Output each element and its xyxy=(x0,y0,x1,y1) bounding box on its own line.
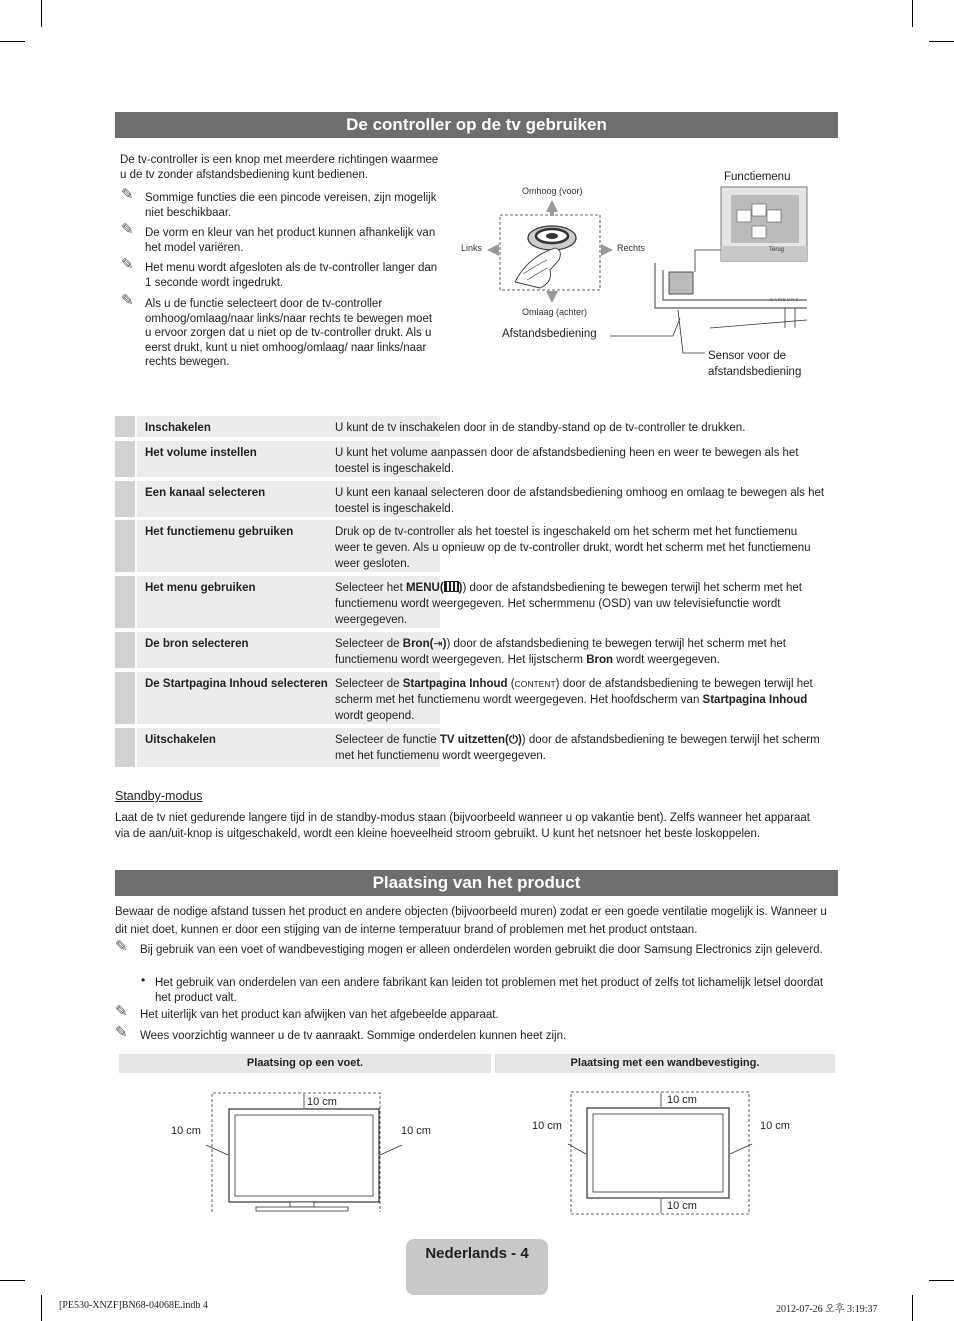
row-label: De bron selecteren xyxy=(145,638,249,650)
power-icon: ⏻ xyxy=(508,734,518,746)
row-label: Het menu gebruiken xyxy=(145,582,256,594)
standby-title: Standby-modus xyxy=(115,789,203,803)
page-number-tab xyxy=(406,1239,548,1295)
row-desc: Selecteer het MENU( )) door de afstandsbediening te bewegen terwijl het scherm met het functiemenu wordt weergegeven. Het schermmenu (OSD) van uw televisiefunctie wordt weergegeven. xyxy=(335,582,802,626)
crop-mark xyxy=(0,1280,25,1281)
note-pen-icon: ✎ xyxy=(115,1023,128,1041)
crop-mark xyxy=(912,1295,913,1321)
row-label: De Startpagina Inhoud selecteren xyxy=(145,678,328,690)
row-desc: Selecteer de functie TV uitzetten(⏻)) door de afstandsbediening te bewegen terwijl het scherm met het functiemenu wordt weergegeven. xyxy=(335,734,820,762)
distance-left: 10 cm xyxy=(532,1120,562,1132)
label-back: Terug xyxy=(769,247,785,253)
samsung-logo: SAMSUNG xyxy=(770,297,800,302)
table-row xyxy=(115,672,838,724)
label-right: Rechts xyxy=(617,243,646,253)
row-label: Een kanaal selecteren xyxy=(145,487,266,499)
crop-mark xyxy=(912,0,913,27)
row-desc: Selecteer de Bron(⇥)) door de afstandsbediening te bewegen terwijl het scherm met het functiemenu wordt weergegeven. Het lijstscherm Bron wordt weergegeven. xyxy=(335,638,786,666)
intro-text: De tv-controller is een knop met meerdere richtingen waarmee u de tv zonder afstandsbediening kunt bedienen. xyxy=(120,154,439,181)
label-function-menu: Functiemenu xyxy=(724,171,791,183)
source-icon: ⇥ xyxy=(433,638,443,650)
row-desc: U kunt de tv inschakelen door in de standby-stand op de tv-controller te drukken. xyxy=(335,422,746,434)
placement-text: Bewaar de nodige afstand tussen het product en andere objecten (bijvoorbeeld muren) zodat er een goede ventilatie mogelijk is. Wanneer u dit niet doet, kunnen er door een stijging van de interne temperatuur brand of problemen met het product ontstaan. xyxy=(115,906,827,936)
bullet-icon: • xyxy=(141,973,146,987)
stand-placement-diagram xyxy=(170,1090,430,1215)
section-title-controller: De controller op de tv gebruiken xyxy=(115,112,838,138)
placement-header-wall: Plaatsing met een wandbevestiging. xyxy=(495,1054,835,1073)
table-row xyxy=(115,576,838,628)
note-1: Sommige functies die een pincode vereisen, zijn mogelijk niet beschikbaar. xyxy=(145,192,437,219)
note-3: Het menu wordt afgesloten als de tv-controller langer dan 1 seconde wordt ingedrukt. xyxy=(145,262,438,289)
crop-mark xyxy=(929,1280,954,1281)
label-sensor xyxy=(708,348,801,380)
placement-header-stand: Plaatsing op een voet. xyxy=(119,1054,491,1073)
crop-mark xyxy=(929,41,954,42)
note-pen-icon: ✎ xyxy=(115,937,128,955)
note-4: Als u de functie selecteert door de tv-controller omhoog/omlaag/naar links/naar rechts te bewegen moet u ervoor zorgen dat u niet op de tv-controller drukt. Als u eerst drukt, kunt u niet omhoog/omlaag/ naar links/naar rechts bewegen. xyxy=(145,298,433,368)
page-number: Nederlands - 4 xyxy=(425,1245,529,1262)
row-desc: Druk op de tv-controller als het toestel is ingeschakeld om het scherm met het functiemenu weer te geven. Als u opnieuw op de tv-controller drukt, wordt het scherm met het functiemenu weer gesloten. xyxy=(335,526,811,570)
row-desc: Selecteer de Startpagina Inhoud (CONTENT) door de afstandsbediening te bewegen terwijl het scherm met het functiemenu wordt weergegeven. Het hoofdscherm van Startpagina Inhoud wordt geopend. xyxy=(335,678,813,722)
distance-top: 10 cm xyxy=(667,1094,697,1106)
crop-mark xyxy=(0,41,25,42)
row-label: Uitschakelen xyxy=(145,734,216,746)
note-pen-icon: ✎ xyxy=(121,220,134,238)
table-row xyxy=(115,441,838,477)
label-sensor-line1: Sensor voor de xyxy=(708,350,786,362)
footer-file: [PE530-XNZF]BN68-04068E.indb 4 xyxy=(59,1300,208,1311)
table-row xyxy=(115,416,838,437)
row-label: Het volume instellen xyxy=(145,447,257,459)
distance-left: 10 cm xyxy=(171,1125,201,1137)
placement-note-3: Wees voorzichtig wanneer u de tv aanraakt. Sommige onderdelen kunnen heet zijn. xyxy=(140,1030,567,1042)
content-icon: CONTENT xyxy=(514,679,556,689)
placement-note-2: Het uiterlijk van het product kan afwijken van het afgebeelde apparaat. xyxy=(140,1009,499,1021)
label-up: Omhoog (voor) xyxy=(522,186,583,196)
label-remote: Afstandsbediening xyxy=(502,328,597,340)
row-label: Inschakelen xyxy=(145,422,211,434)
menu-icon xyxy=(444,581,459,592)
placement-bullet: Het gebruik van onderdelen van een andere fabrikant kan leiden tot problemen met het product of zelfs tot lichamelijk letsel doordat het product valt. xyxy=(155,977,824,1004)
label-left: Links xyxy=(461,243,483,253)
distance-right: 10 cm xyxy=(401,1125,431,1137)
distance-top: 10 cm xyxy=(307,1096,337,1108)
crop-mark xyxy=(41,1295,42,1321)
row-label: Het functiemenu gebruiken xyxy=(145,526,294,538)
table-row xyxy=(115,520,838,572)
table-row xyxy=(115,481,838,517)
table-row xyxy=(115,632,838,668)
note-pen-icon: ✎ xyxy=(121,291,134,309)
wall-placement-diagram xyxy=(540,1088,800,1216)
placement-note-1: Bij gebruik van een voet of wandbevestiging mogen er alleen onderdelen worden gebruikt die door Samsung Electronics zijn geleverd. xyxy=(140,944,823,956)
standby-text: Laat de tv niet gedurende langere tijd in de standby-modus staan (bijvoorbeeld wanneer u op vakantie bent). Zelfs wanneer het apparaat via de aan/uit-knop is uitgeschakeld, wordt een kleine hoeveelheid stroom gebruikt. U kunt het netsnoer het beste loskoppelen. xyxy=(115,812,810,840)
note-2: De vorm en kleur van het product kunnen afhankelijk van het model variëren. xyxy=(145,227,436,254)
section-title-placement: Plaatsing van het product xyxy=(115,870,838,896)
label-down: Omlaag (achter) xyxy=(522,307,588,317)
row-desc: U kunt het volume aanpassen door de afstandsbediening heen en weer te bewegen als het toestel is ingeschakeld. xyxy=(335,447,799,475)
row-desc: U kunt een kanaal selecteren door de afstandsbediening omhoog en omlaag te bewegen als het toestel is ingeschakeld. xyxy=(335,487,825,515)
footer-date: 2012-07-26 오후 3:19:37 xyxy=(776,1304,878,1315)
label-sensor-line2: afstandsbediening xyxy=(708,366,802,378)
distance-right: 10 cm xyxy=(760,1120,790,1132)
note-pen-icon: ✎ xyxy=(121,255,134,273)
table-row xyxy=(115,728,838,767)
note-pen-icon: ✎ xyxy=(121,185,134,203)
crop-mark xyxy=(41,0,42,27)
distance-bottom: 10 cm xyxy=(667,1200,697,1212)
note-pen-icon: ✎ xyxy=(115,1002,128,1020)
